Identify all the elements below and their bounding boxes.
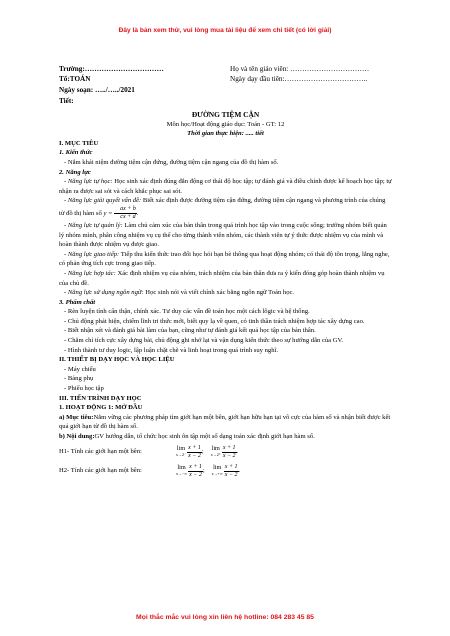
quality-item: - Biết nhận xét và đánh giá bài làm của bạn, cũng như tự đánh giá kết quả học tập của bản thân. bbox=[64, 327, 316, 335]
h2-limit-right: lim x→+∞ $\frac{x + 1}{x - 2}$ . bbox=[211, 463, 241, 478]
h2-label: H2- Tính các giới hạn một bên: bbox=[59, 467, 142, 475]
date-field: Ngày soạn: …../…../2021 bbox=[59, 86, 135, 94]
equipment-item: - Bảng phụ bbox=[64, 375, 94, 383]
formula-lhs: y = bbox=[103, 209, 113, 217]
h1-limit-left: lim x→2⁻ $\frac{x + 1}{x - 2}$ ; bbox=[176, 444, 204, 459]
lesson-field: Tiết: bbox=[59, 97, 74, 105]
equipment-item: - Máy chiếu bbox=[64, 365, 96, 373]
section-equipment: II. THIẾT BỊ DẠY HỌC VÀ HỌC LIỆU bbox=[59, 356, 175, 364]
section-objectives: I. MỤC TIÊU bbox=[59, 139, 99, 147]
competence-problem-solving: - Năng lực giải quyết vấn đề: Biết xác định được đường tiệm cận đứng, đường tiệm cận ngang và phương trình của chúng từ đồ thị hàm số y = $\frac{ax + b}{cx + d}$ . bbox=[59, 197, 386, 220]
activity-content: b) Nội dung:GV hướng dẫn, tổ chức học sinh ôn tập một số dạng toán xác định giới hạn hàm số. bbox=[59, 433, 315, 440]
h1-limit-right: lim x→2⁺ $\frac{x + 1}{x - 2}$ . bbox=[210, 444, 239, 459]
group-field: Tổ:TOÁN bbox=[59, 75, 91, 83]
quality-item: - Chủ động phát hiện, chiếm lĩnh tri thức mới, biết quy lạ về quen, có tinh thần trách nhiệm hợp tác xây dựng cao. bbox=[64, 317, 365, 325]
formula-fraction: $\frac{ax + b}{cx + d}$ bbox=[114, 206, 137, 221]
knowledge-item: - Nắm khái niệm đường tiệm cận đứng, đường tiệm cận ngang của đồ thị hàm số. bbox=[64, 158, 279, 166]
equipment-item: - Phiếu học tập bbox=[64, 385, 104, 393]
activity-1-heading: 1. HOẠT ĐỘNG 1: MỞ ĐẦU bbox=[59, 404, 143, 412]
document-body bbox=[59, 110, 392, 479]
hotline-footer: Mọi thắc mắc vui lòng xin liên hệ hotline: 084 283 45 85 bbox=[136, 614, 314, 621]
lesson-title: ĐƯỜNG TIỆM CẬN bbox=[191, 110, 260, 119]
h1-label: H1- Tính các giới hạn một bên: bbox=[59, 448, 142, 456]
h2-row bbox=[59, 464, 392, 479]
section-process: III. TIẾN TRÌNH DẠY HỌC bbox=[59, 394, 142, 402]
activity-goal: a) Mục tiêu:Nắm vững các phương pháp tìm giới hạn một bên, giới hạn hữu hạn tại vô cực của hàm số và nhận biết được kết quả giới hạn từ đồ thị hàm số. bbox=[59, 413, 391, 431]
competence-cooperation: - Năng lực hợp tác: Xác định nhiệm vụ của nhóm, trách nhiệm của bản thân đưa ra ý kiến đóng góp hoàn thành nhiệm vụ của chủ đề. bbox=[59, 269, 385, 287]
h1-row bbox=[59, 445, 392, 460]
competence-language: - Năng lực sử dụng ngôn ngữ: Học sinh nói và viết chính xác bằng ngôn ngữ Toán học. bbox=[64, 289, 295, 297]
h2-limit-left: lim x→−∞ $\frac{x + 1}{x - 2}$ ; bbox=[176, 463, 205, 478]
competence-self-study: - Năng lực tự học: Học sinh xác định đúng đắn động cơ thái độ học tập; tự đánh giá và điều chỉnh được kế hoạch học tập; tự nhận ra được sai sót và cách khắc phục sai sót. bbox=[59, 178, 392, 195]
quality-item: - Hình thành tư duy logic, lập luận chặt chẽ và linh hoạt trong quá trình suy nghĩ. bbox=[64, 346, 278, 354]
competence-communication: - Năng lực giao tiếp: Tiếp thu kiến thức trao đổi học hỏi bạn bè thông qua hoạt động nhóm; có thái độ tôn trọng, lắng nghe, có phản ứng tích cực trong giao tiếp. bbox=[59, 250, 390, 268]
competence-self-management: - Năng lực tự quản lý: Làm chủ cảm xúc của bản thân trong quá trình học tập vào trong cuộc sống; trưởng nhóm biết quản lý nhóm mình, phân công nhiệm vụ cụ thể cho từng thành viên nhóm, các thành viên tự ý thức được nhiệm vụ của mình và hoàn thành được nhiệm vụ được giao. bbox=[59, 221, 387, 249]
subsection-qualities: 3. Phẩm chất bbox=[59, 298, 96, 306]
quality-item: - Rèn luyện tính cẩn thận, chính xác. Tư duy các vấn đề toán học một cách lôgic và hệ thống. bbox=[64, 308, 310, 316]
subsection-competence: 2. Năng lực bbox=[59, 168, 91, 176]
subject-line: Môn học/Hoạt động giáo dục: Toán - GT: 12 bbox=[166, 120, 285, 128]
teacher-field: Họ và tên giáo viên: …………………………… bbox=[230, 65, 370, 73]
quality-item: - Chăm chỉ tích cực xây dựng bài, chủ động ghi nhớ lại và vận dụng kiến thức theo sự hướng dẫn của GV. bbox=[64, 337, 344, 345]
duration-line: Thời gian thực hiện: ..... tiết bbox=[187, 130, 264, 138]
subsection-knowledge: 1. Kiến thức bbox=[59, 149, 93, 157]
school-field: Trường:…………………………… bbox=[59, 65, 164, 73]
teach-date-field: Ngày dạy đầu tiên:…………………………….. bbox=[230, 75, 368, 83]
preview-banner: Đây là bản xem thử, vui lòng mua tài liệu để xem chi tiết (có lời giải) bbox=[118, 27, 332, 34]
